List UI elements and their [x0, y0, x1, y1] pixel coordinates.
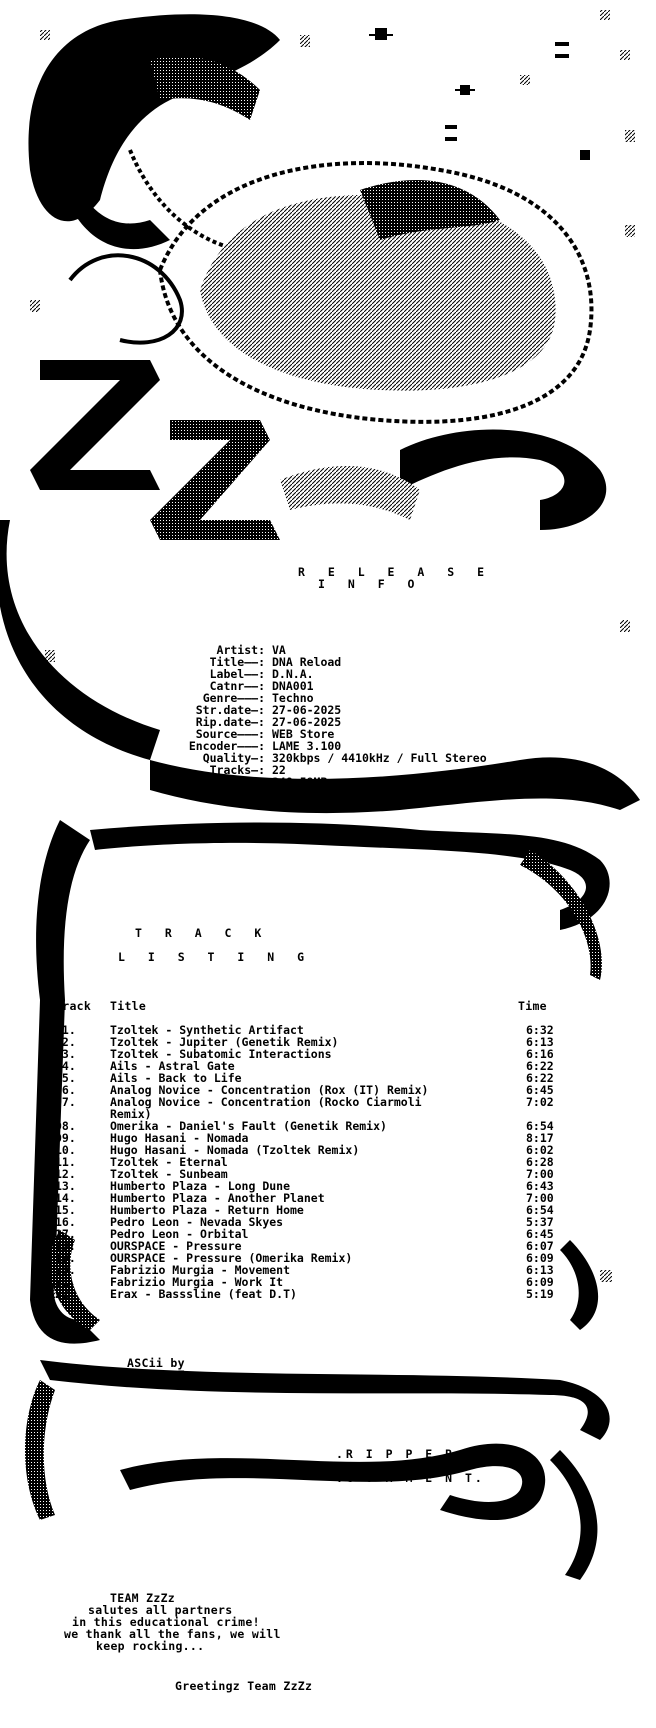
track-title-continued: Remix) [110, 1107, 152, 1121]
track-title: Tzoltek - Synthetic Artifact [110, 1023, 304, 1037]
field-key: Size—: [223, 775, 265, 789]
sparkle-icons [369, 28, 590, 160]
track-title: Tzoltek - Jupiter (Genetik Remix) [110, 1035, 339, 1049]
track-number: 14. [55, 1191, 76, 1205]
ascii-author: gonz_ZzZz [127, 1368, 193, 1382]
track-time: 6:28 [526, 1155, 554, 1169]
lens-shape [160, 163, 591, 422]
greetings: Greetingz Team ZzZz [175, 1679, 313, 1693]
track-number: 08. [55, 1119, 76, 1133]
track-title: Fabrizio Murgia - Movement [110, 1263, 291, 1277]
track-title: Analog Novice - Concentration (Rocko Ciarmoli [110, 1095, 422, 1109]
track-title: Humberto Plaza - Return Home [110, 1203, 304, 1217]
track-number: 01. [55, 1023, 76, 1037]
track-time: 6:32 [526, 1023, 554, 1037]
track-title: Pedro Leon - Orbital [110, 1227, 249, 1241]
col-track-header: Track [55, 999, 92, 1013]
track-time: 7:00 [526, 1167, 554, 1181]
track-number: 19. [55, 1251, 76, 1265]
track-title: Hugo Hasani - Nomada [110, 1131, 249, 1145]
track-title: Humberto Plaza - Long Dune [110, 1179, 291, 1193]
field-key: Url—: [230, 787, 265, 801]
track-title: Pedro Leon - Nevada Skyes [110, 1215, 284, 1229]
field-key: Genre———: [202, 691, 265, 705]
track-title: Hugo Hasani - Nomada (Tzoltek Remix) [110, 1143, 360, 1157]
track-number: 02. [55, 1035, 76, 1049]
info-heading: I N F O [318, 577, 423, 591]
track-number: 07. [55, 1095, 76, 1109]
track-title: Omerika - Daniel's Fault (Genetik Remix) [110, 1119, 387, 1133]
track-number: 13. [55, 1179, 76, 1193]
track-title: Humberto Plaza - Another Planet [110, 1191, 325, 1205]
track-title: Tzoltek - Subatomic Interactions [110, 1047, 332, 1061]
track-title: Fabrizio Murgia - Work It [110, 1275, 284, 1289]
track-number: 21. [55, 1275, 76, 1289]
track-time: 6:22 [526, 1059, 554, 1073]
track-time: 6:54 [526, 1203, 554, 1217]
team-line-1: TEAM ZzZz [110, 1591, 176, 1605]
track-number: 06. [55, 1083, 76, 1097]
track-title: OURSPACE - Pressure (Omerika Remix) [110, 1251, 353, 1265]
track-title: Ails - Back to Life [110, 1071, 242, 1085]
track-number: 10. [55, 1143, 76, 1157]
field-value: 27-06-2025 [272, 703, 342, 717]
zz-logo [30, 360, 606, 540]
track-title: Analog Novice - Concentration (Rox (IT) Remix) [110, 1083, 429, 1097]
team-line-5: keep rocking... [96, 1639, 205, 1653]
track-time: 6:13 [526, 1035, 554, 1049]
track-time: 6:13 [526, 1263, 554, 1277]
field-value: 348.59MB [272, 775, 328, 789]
track-number: 05. [55, 1071, 76, 1085]
track-title: Ails - Astral Gate [110, 1059, 235, 1073]
field-key: Str.date—: [195, 703, 265, 717]
field-key: Label——: [209, 667, 265, 681]
track-time: 6:22 [526, 1071, 554, 1085]
field-key: Quality—: [202, 751, 265, 765]
team-line-3: in this educational crime! [72, 1615, 260, 1629]
col-time-header: Time [518, 999, 547, 1013]
field-value: DNA Reload [272, 655, 342, 669]
track-title: OURSPACE - Pressure [110, 1239, 242, 1253]
comment-heading: .C O M M E N T. [336, 1471, 485, 1485]
ascii-by: ASCii by [127, 1356, 185, 1370]
field-value: http://www.deezer.com/us/album/764974351 [272, 787, 549, 801]
track-number: 17. [55, 1227, 76, 1241]
track-time: 7:00 [526, 1191, 554, 1205]
track-time: 6:43 [526, 1179, 554, 1193]
field-key: Catnr——: [209, 679, 265, 693]
track-title: Tzoltek - Sunbeam [110, 1167, 228, 1181]
field-value: 27-06-2025 [272, 715, 342, 729]
ring-line [70, 255, 182, 342]
field-value: Techno [272, 691, 314, 705]
track-number: 11. [55, 1155, 76, 1169]
track-time: 5:19 [526, 1287, 554, 1301]
field-value: VA [272, 643, 286, 657]
track-title: Erax - Basssline (feat D.T) [110, 1287, 297, 1301]
field-value: DNA001 [272, 679, 314, 693]
field-value: 320kbps / 4410kHz / Full Stereo [272, 751, 487, 765]
col-title-header: Title [110, 999, 147, 1013]
track-number: 15. [55, 1203, 76, 1217]
release-heading: R E L E A S E [298, 565, 493, 579]
track-heading: T R A C K [135, 926, 270, 940]
field-key: Artist: [216, 643, 265, 657]
track-time: 6:07 [526, 1239, 554, 1253]
track-time: 6:09 [526, 1275, 554, 1289]
rippers-heading: .R I P P E R S. [336, 1447, 485, 1461]
field-key: Rip.date—: [195, 715, 265, 729]
track-time: 6:45 [526, 1227, 554, 1241]
track-number: 04. [55, 1059, 76, 1073]
track-time: 5:37 [526, 1215, 554, 1229]
field-key: Source———: [195, 727, 265, 741]
field-value: LAME 3.100 [272, 739, 342, 753]
track-time: 6:45 [526, 1083, 554, 1097]
track-number: 16. [55, 1215, 76, 1229]
track-number: 18. [55, 1239, 76, 1253]
track-number: 20. [55, 1263, 76, 1277]
track-title: Tzoltek - Eternal [110, 1155, 228, 1169]
field-key: Title——: [209, 655, 265, 669]
track-time: 7:02 [526, 1095, 554, 1109]
field-key: Encoder———: [188, 739, 265, 753]
track-number: 12. [55, 1167, 76, 1181]
team-line-2: salutes all partners [88, 1603, 233, 1617]
rippers-frame [25, 1360, 610, 1580]
field-value: WEB Store [272, 727, 335, 741]
track-time: 6:09 [526, 1251, 554, 1265]
field-value: 22 [272, 763, 286, 777]
track-number: 03. [55, 1047, 76, 1061]
track-number: 09. [55, 1131, 76, 1145]
listing-heading: L I S T I N G [118, 950, 313, 964]
field-key: Tracks—: [209, 763, 265, 777]
track-time: 6:16 [526, 1047, 554, 1061]
track-time: 6:02 [526, 1143, 554, 1157]
track-number: 22. [55, 1287, 76, 1301]
team-line-4: we thank all the fans, we will [64, 1627, 281, 1641]
hair-shape [28, 14, 280, 249]
field-value: D.N.A. [272, 667, 314, 681]
left-swoosh [0, 520, 160, 760]
track-time: 6:54 [526, 1119, 554, 1133]
track-time: 8:17 [526, 1131, 554, 1145]
